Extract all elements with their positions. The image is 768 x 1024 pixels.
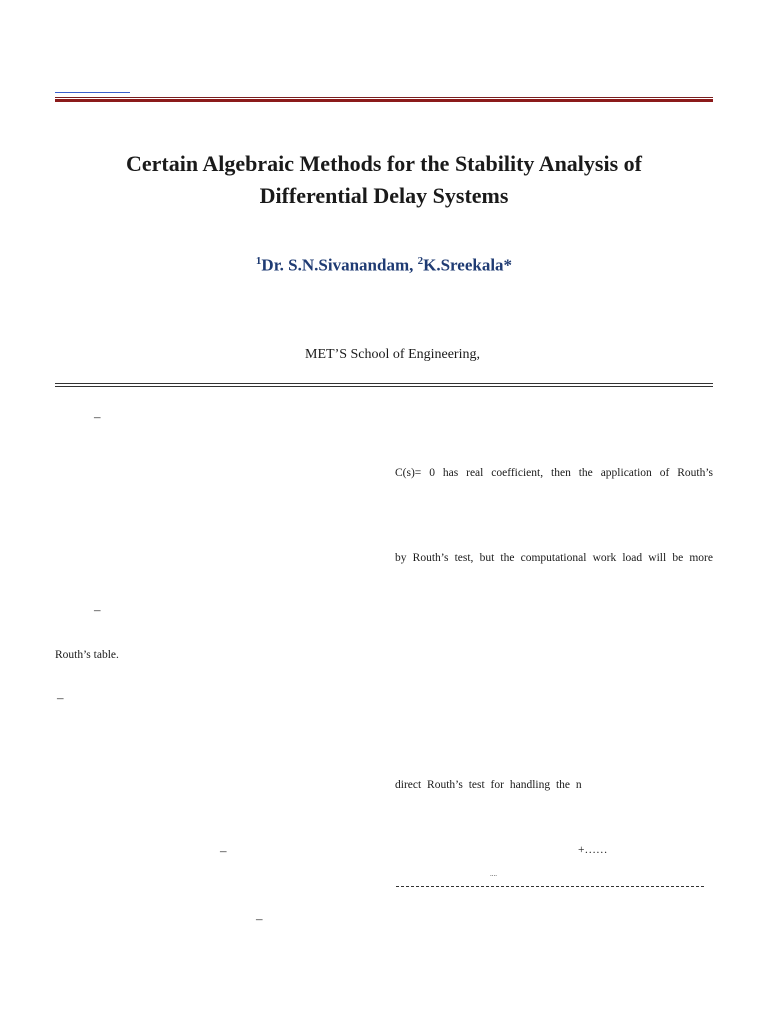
dashed-rule	[396, 886, 704, 887]
dash-fragment-2: –	[94, 602, 101, 617]
author-list	[60, 255, 708, 276]
body-fragment-right-3: direct Routh’s test for handling the n	[395, 779, 582, 791]
series-ellipsis: +……	[578, 844, 608, 856]
dash-fragment-5: –	[256, 911, 263, 926]
author1-name: Dr. S.N.Sivanandam,	[261, 255, 418, 275]
header-rule-thin	[55, 97, 713, 98]
affiliation: MET’S School of Engineering,	[305, 347, 480, 362]
body-fragment-right-2: by Routh’s test, but the computational work load will be more	[395, 552, 713, 564]
header-link-underline[interactable]	[55, 92, 130, 93]
paper-title	[60, 148, 708, 212]
author1-affiliation-mark: 1	[255, 255, 262, 267]
dash-fragment-4: –	[220, 843, 227, 858]
author2-name: K.Sreekala*	[423, 255, 513, 275]
paper-title-line-2: Differential Delay Systems	[259, 183, 509, 208]
author2-affiliation-mark: 2	[417, 255, 424, 267]
dash-fragment-1: –	[94, 409, 101, 424]
body-fragment-left-routh: Routh’s table.	[55, 649, 119, 661]
paper-title-line-1: Certain Algebraic Methods for the Stability Analysis of	[126, 151, 642, 176]
section-divider-bottom	[55, 386, 713, 387]
tiny-dots: ....	[490, 870, 497, 878]
dash-fragment-3: –	[57, 690, 64, 705]
section-divider-top	[55, 383, 713, 384]
header-rule-thick	[55, 99, 713, 102]
body-fragment-right-1: C(s)= 0 has real coefficient, then the application of Routh’s	[395, 467, 713, 479]
